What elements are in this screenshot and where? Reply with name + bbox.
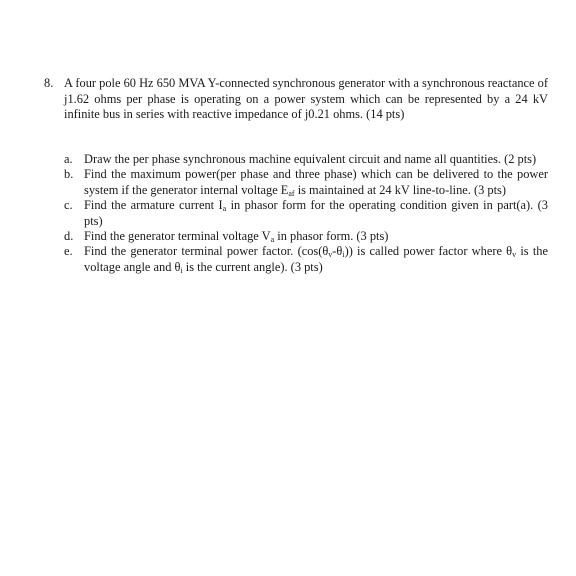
question-text: A four pole 60 Hz 650 MVA Y-connected synchronous generator with a synchronous reactance of j1.62 ohms per phase is operating on a power system which can be represented by a 24 kV infinite bus in series with reactive impedance of j0.21 ohms. (14 pts) xyxy=(64,76,548,122)
subscript: i xyxy=(180,265,183,275)
part-text-segment: is the voltage angle and θ xyxy=(84,244,548,274)
part-b xyxy=(64,167,548,198)
part-text xyxy=(84,229,548,244)
part-letter: a. xyxy=(64,152,73,166)
subscript: a xyxy=(270,235,275,245)
part-letter: c. xyxy=(64,198,73,213)
subscript: i xyxy=(342,250,345,260)
subscript: v xyxy=(328,250,333,260)
part-text xyxy=(84,244,548,275)
part-letter: d. xyxy=(64,229,74,244)
question-parts-list xyxy=(64,152,548,275)
part-text-segment: in phasor form. (3 pts) xyxy=(274,229,389,244)
part-text-segment: Find the generator terminal voltage V xyxy=(84,229,271,244)
part-text-segment: is maintained at 24 kV line-to-line. (3 pts) xyxy=(294,182,506,197)
part-letter: b. xyxy=(64,167,74,182)
part-d xyxy=(64,229,548,244)
part-text-segment: Find the generator terminal power factor. (cos(θ xyxy=(84,244,329,259)
part-text-segment: Find the armature current I xyxy=(84,198,223,213)
part-c xyxy=(64,198,548,229)
part-text-segment: -θ xyxy=(332,244,343,259)
part-text xyxy=(84,167,548,198)
question-8 xyxy=(44,76,548,123)
part-text-segment: is the current angle). (3 pts) xyxy=(182,259,323,274)
question-row xyxy=(44,76,548,123)
part-letter: e. xyxy=(64,244,73,259)
subscript: v xyxy=(512,250,517,260)
part-text xyxy=(84,198,548,229)
part-e xyxy=(64,244,548,275)
part-text-segment: in phasor form for the operating condition given in part(a). (3 pts) xyxy=(84,198,548,228)
subscript: a xyxy=(222,204,227,214)
subscript: af xyxy=(288,188,295,198)
part-text-segment: Find the maximum power(per phase and three phase) which can be delivered to the power system if the generator internal voltage E xyxy=(84,167,548,197)
part-text: Draw the per phase synchronous machine equivalent circuit and name all quantities. (2 pts) xyxy=(84,152,537,166)
part-text-segment: )) is called power factor where θ xyxy=(344,244,513,259)
question-number: 8. xyxy=(44,76,54,90)
part-a xyxy=(64,152,548,167)
